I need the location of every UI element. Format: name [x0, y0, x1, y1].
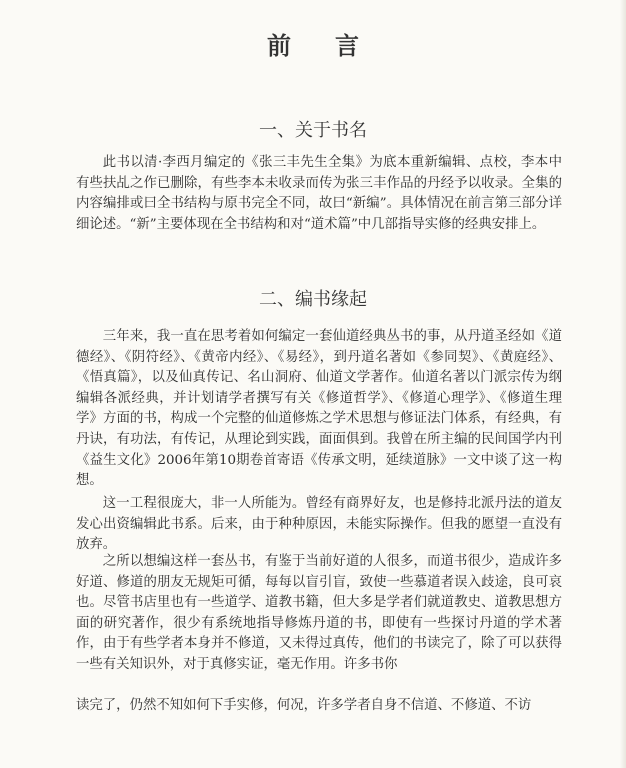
section-heading-book-title: 一、关于书名: [259, 120, 367, 141]
section-heading-origin: 二、编书缘起: [259, 289, 367, 310]
paragraph-origin-2: 这一工程很庞大，非一人所能为。曾经有商界好友，也是修持北派丹法的道友发心出资编辑此书系。后来，由于种种原因，未能实际操作。但我的愿望一直没有放弃。: [76, 496, 562, 553]
page-edge-shadow: [620, 0, 626, 768]
paragraph-origin-3: 之所以想编这样一套丛书，有鉴于当前好道的人很多，而道书很少，造成许多好道、修道的朋友无规矩可循，每每以盲引盲，致使一些慕道者误入歧途，良可哀也。尽管书店里也有一些道学、道教书籍，但大多是学者们就道教史、道教思想方面的研究著作，很少有系统地指导修炼丹道的书，即使有一些探讨丹道的学术著作，由于有些学者本身并不修道，又未得过真传，他们的书读完了，除了可以获得一些有关知识外，对于真修实证，毫无作用。许多书你: [76, 554, 562, 672]
paragraph-origin-3-continued: 读完了，仍然不知如何下手实修，何况，许多学者自身不信道、不修道、不访: [76, 698, 532, 713]
page-title: 前言: [267, 31, 403, 60]
paragraph-book-title: 此书以清·李西月编定的《张三丰先生全集》为底本重新编辑、点校，李本中有些扶乩之作已删除，有些李本未收录而传为张三丰作品的丹经予以收录。全集的内容编排或曰全书结构与原书完全不同，故曰“新编”。具体情况在前言第三部分详细论述。“新”主要体现在全书结构和对“道术篇”中几部指导实修的经典安排上。: [76, 155, 562, 232]
paragraph-origin-1: 三年来，我一直在思考着如何编定一套仙道经典丛书的事，从丹道圣经如《道德经》、《阴符经》、《黄帝内经》、《易经》，到丹道名著如《参同契》、《黄庭经》、《悟真篇》，以及仙真传记、名山洞府、仙道文学著作。仙道名著以门派宗传为纲编辑各派经典，并计划请学者撰写有关《修道哲学》、《修道心理学》、《修道生理学》方面的书，构成一个完整的仙道修炼之学术思想与修证法门体系，有经典，有丹诀，有功法，有传记，从理论到实践，面面俱到。我曾在所主编的民间国学内刊《益生文化》2006年第10期卷首寄语《传承文明，延续道脉》一文中谈了这一构想。: [76, 329, 562, 489]
